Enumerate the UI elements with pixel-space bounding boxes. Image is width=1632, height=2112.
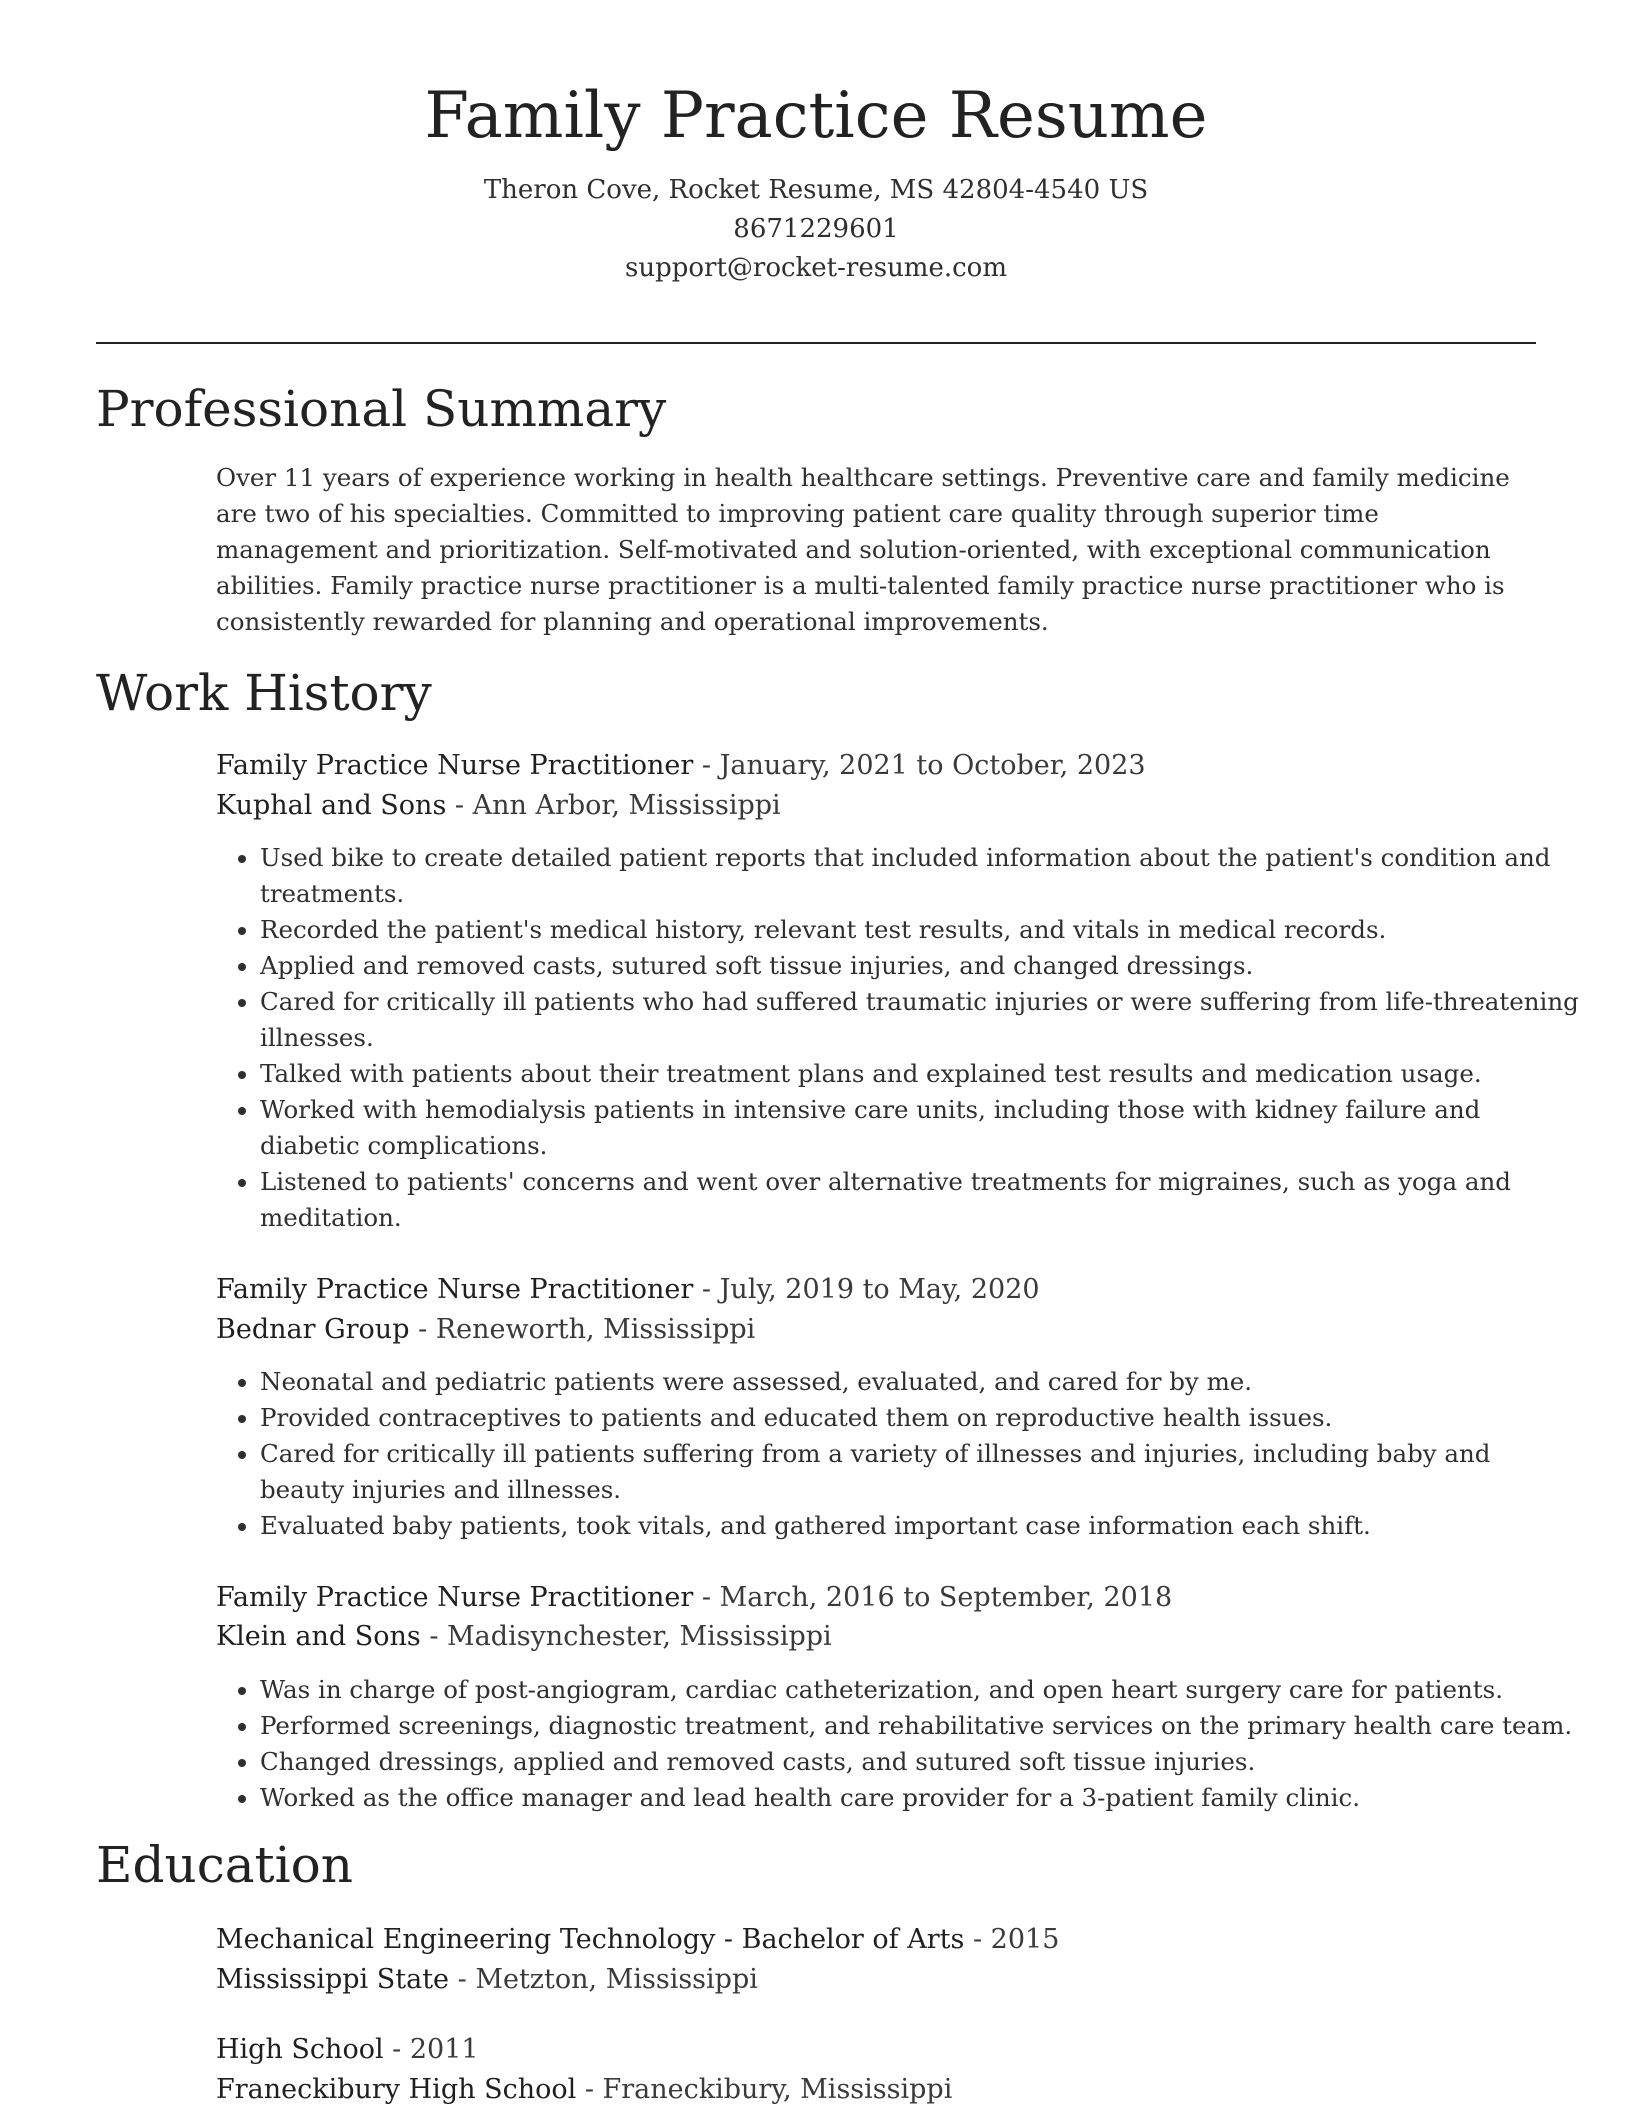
list-item: • Provided contraceptives to patients and educated them on reproductive health issues.: [260, 1400, 1580, 1436]
education-degree-line: [216, 2030, 479, 2070]
list-item: • Cared for critically ill patients suffering from a variety of illnesses and injuries, including baby and beauty injuries and illnesses.: [260, 1436, 1580, 1508]
job-dates: - March, 2016 to September, 2018: [693, 1582, 1173, 1613]
list-item: • Applied and removed casts, sutured soft tissue injuries, and changed dressings.: [260, 948, 1580, 984]
job-duties-list: [216, 1364, 1580, 1544]
job-employer: Bednar Group: [216, 1314, 410, 1345]
education-location: - Franeckibury, Mississippi: [576, 2074, 953, 2105]
education-school-line: [216, 1960, 758, 2000]
job-duties-list: [216, 840, 1580, 1236]
job-employer-line: [216, 1617, 832, 1657]
list-item: • Talked with patients about their treatment plans and explained test results and medication usage.: [260, 1056, 1580, 1092]
section-title-work-history: Work History: [96, 664, 432, 722]
job-dates: - January, 2021 to October, 2023: [693, 750, 1146, 781]
job-duties-list: [216, 1672, 1580, 1816]
header-divider: [96, 342, 1536, 344]
job-location: - Reneworth, Mississippi: [409, 1314, 756, 1345]
contact-email[interactable]: support@rocket-resume.com: [624, 252, 1007, 283]
job-employer: Kuphal and Sons: [216, 790, 447, 821]
job-location: - Ann Arbor, Mississippi: [446, 790, 781, 821]
education-degree: Mechanical Engineering Technology - Bachelor of Arts: [216, 1924, 965, 1955]
list-item: • Worked with hemodialysis patients in intensive care units, including those with kidney failure and diabetic complications.: [260, 1092, 1580, 1164]
section-title-education: Education: [96, 1836, 353, 1894]
list-item: • Worked as the office manager and lead health care provider for a 3-patient family clinic.: [260, 1780, 1580, 1816]
job-role: Family Practice Nurse Practitioner: [216, 1582, 694, 1613]
job-employer-line: [216, 786, 781, 826]
education-school: Franeckibury High School: [216, 2074, 577, 2105]
education-year: - 2011: [383, 2034, 479, 2065]
list-item: • Was in charge of post-angiogram, cardiac catheterization, and open heart surgery care for patients.: [260, 1672, 1580, 1708]
summary-text: Over 11 years of experience working in health healthcare settings. Preventive care and family medicine are two of his specialties. Committed to improving patient care quality through superior time management and prioritization. Self-motivated and solution-oriented, with exceptional communication abilities. Family practice nurse practitioner is a multi-talented family practice nurse practitioner who is consistently rewarded for planning and operational improvements.: [216, 463, 1510, 636]
list-item: • Cared for critically ill patients who had suffered traumatic injuries or were suffering from life-threatening illnesses.: [260, 984, 1580, 1056]
resume-header: [0, 78, 1632, 288]
job-title-line: [216, 1578, 1172, 1618]
contact-info: [0, 171, 1632, 288]
job-role: Family Practice Nurse Practitioner: [216, 1274, 694, 1305]
education-year: - 2015: [964, 1924, 1060, 1955]
list-item: • Neonatal and pediatric patients were assessed, evaluated, and cared for by me.: [260, 1364, 1580, 1400]
education-degree-line: [216, 1920, 1059, 1960]
list-item: • Changed dressings, applied and removed casts, and sutured soft tissue injuries.: [260, 1744, 1580, 1780]
job-dates: - July, 2019 to May, 2020: [693, 1274, 1040, 1305]
job-location: - Madisynchester, Mississippi: [420, 1621, 832, 1652]
job-title-line: [216, 746, 1146, 786]
list-item: • Recorded the patient's medical history, relevant test results, and vitals in medical records.: [260, 912, 1580, 948]
education-school-line: [216, 2070, 952, 2110]
list-item: • Performed screenings, diagnostic treatment, and rehabilitative services on the primary health care team.: [260, 1708, 1580, 1744]
education-location: - Metzton, Mississippi: [449, 1964, 758, 1995]
contact-address: Theron Cove, Rocket Resume, MS 42804-4540 US: [483, 174, 1149, 205]
contact-phone: 8671229601: [733, 213, 899, 244]
education-school: Mississippi State: [216, 1964, 450, 1995]
resume-title: Family Practice Resume: [424, 79, 1208, 153]
job-employer: Klein and Sons: [216, 1621, 421, 1652]
section-title-summary: Professional Summary: [96, 380, 667, 438]
job-title-line: [216, 1270, 1040, 1310]
job-employer-line: [216, 1310, 755, 1350]
list-item: • Evaluated baby patients, took vitals, and gathered important case information each shift.: [260, 1508, 1580, 1544]
job-role: Family Practice Nurse Practitioner: [216, 750, 694, 781]
education-degree: High School: [216, 2034, 384, 2065]
list-item: • Listened to patients' concerns and went over alternative treatments for migraines, such as yoga and meditation.: [260, 1164, 1580, 1236]
list-item: • Used bike to create detailed patient reports that included information about the patient's condition and treatments.: [260, 840, 1580, 912]
